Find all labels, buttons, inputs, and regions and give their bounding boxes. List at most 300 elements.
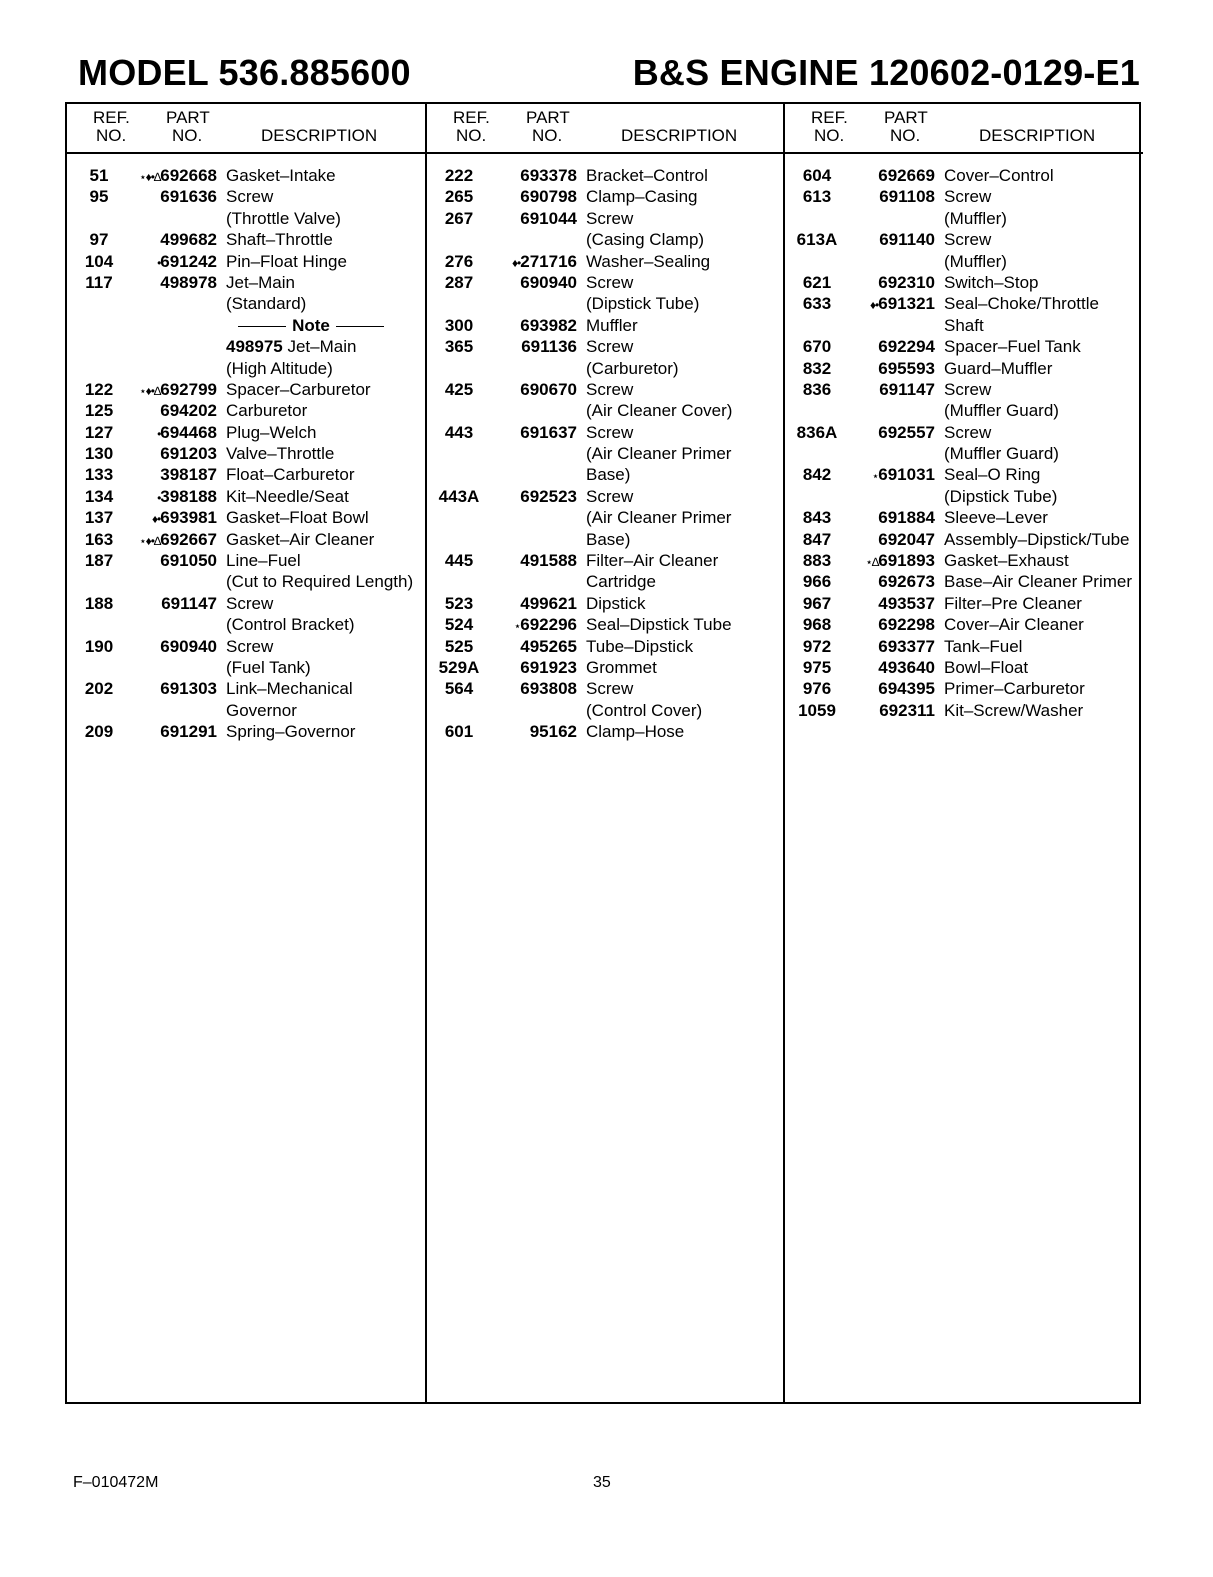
part-number-value: 271716 bbox=[520, 251, 577, 271]
part-number bbox=[520, 678, 577, 699]
table-row bbox=[427, 700, 785, 721]
part-number-value: 693981 bbox=[160, 508, 217, 528]
ref-number: 287 bbox=[444, 272, 474, 292]
ref-number: 524 bbox=[444, 615, 474, 635]
table-row bbox=[427, 422, 785, 443]
ref-number: 300 bbox=[444, 315, 474, 335]
part-number-value: 495265 bbox=[520, 636, 577, 656]
part-number-value: 692669 bbox=[878, 166, 935, 185]
table-row bbox=[67, 529, 425, 550]
table-row bbox=[427, 657, 785, 678]
table-row bbox=[785, 657, 1143, 678]
part-description: Valve–Throttle bbox=[226, 444, 335, 464]
ref-number: 133 bbox=[84, 465, 114, 485]
part-number-value: 691637 bbox=[520, 422, 577, 442]
ref-number: 276 bbox=[444, 251, 474, 271]
table-row bbox=[427, 614, 785, 635]
part-description: (Air Cleaner Primer bbox=[586, 508, 732, 528]
part-description: Screw bbox=[226, 636, 274, 656]
table-row bbox=[785, 571, 1143, 592]
ref-number: 847 bbox=[802, 529, 832, 549]
part-description: Cartridge bbox=[586, 572, 656, 592]
ref-number: 883 bbox=[802, 551, 832, 571]
ref-header-line2: NO. bbox=[96, 126, 127, 145]
ref-number: 187 bbox=[84, 551, 114, 571]
table-row bbox=[67, 614, 425, 635]
part-description: Screw bbox=[944, 187, 992, 207]
part-number bbox=[520, 186, 577, 207]
table-row bbox=[427, 272, 785, 293]
part-number bbox=[160, 636, 217, 657]
part-description: Screw bbox=[586, 679, 634, 699]
ref-number: 445 bbox=[444, 551, 474, 571]
part-description: (Dipstick Tube) bbox=[586, 294, 700, 314]
part-number bbox=[879, 700, 935, 721]
part-description: Plug–Welch bbox=[226, 422, 317, 442]
part-number-value: 692668 bbox=[160, 166, 217, 185]
part-description: (High Altitude) bbox=[226, 358, 333, 378]
table-row bbox=[67, 422, 425, 443]
part-description: Screw bbox=[226, 593, 274, 613]
table-row bbox=[427, 507, 785, 528]
part-description: (Standard) bbox=[226, 294, 307, 314]
part-header-line1: PART bbox=[166, 108, 210, 127]
alternate-part-number: 498975 bbox=[226, 337, 283, 357]
part-number bbox=[157, 251, 217, 274]
table-row bbox=[785, 550, 1143, 571]
part-number-value: 691147 bbox=[161, 593, 217, 613]
part-description: (Muffler Guard) bbox=[944, 444, 1059, 464]
column-header bbox=[427, 104, 785, 154]
table-row bbox=[67, 400, 425, 421]
part-number bbox=[865, 550, 935, 573]
part-description: Gasket–Float Bowl bbox=[226, 508, 369, 528]
part-number bbox=[160, 229, 217, 250]
part-header-line2: NO. bbox=[172, 126, 203, 145]
ref-number: 95 bbox=[89, 187, 109, 207]
ref-number: 130 bbox=[84, 444, 114, 464]
table-row bbox=[785, 336, 1143, 357]
ref-number: 523 bbox=[444, 593, 474, 613]
part-number bbox=[157, 422, 217, 445]
table-row bbox=[427, 486, 785, 507]
table-row bbox=[67, 464, 425, 485]
table-row bbox=[427, 336, 785, 357]
part-number bbox=[878, 678, 935, 699]
note-entry bbox=[226, 336, 356, 357]
ref-number: 836 bbox=[802, 379, 832, 399]
part-number-value: 493640 bbox=[878, 657, 935, 677]
part-description: Screw bbox=[944, 379, 992, 399]
availability-marks: ⋆∆ bbox=[865, 555, 879, 570]
parts-column-2 bbox=[425, 104, 785, 1402]
part-number-value: 691050 bbox=[160, 551, 217, 571]
part-description: Screw bbox=[586, 337, 634, 357]
ref-number: 209 bbox=[84, 722, 114, 742]
part-description: Primer–Carburetor bbox=[944, 679, 1085, 699]
part-number bbox=[160, 464, 217, 485]
ref-number: 832 bbox=[802, 358, 832, 378]
part-description: Gasket–Exhaust bbox=[944, 551, 1069, 571]
part-number-value: 491588 bbox=[520, 551, 577, 571]
part-number-value: 690940 bbox=[520, 272, 577, 292]
table-row bbox=[427, 315, 785, 336]
table-row bbox=[67, 636, 425, 657]
ref-number: 975 bbox=[802, 657, 832, 677]
part-description: (Muffler Guard) bbox=[944, 401, 1059, 421]
table-row bbox=[427, 251, 785, 272]
availability-marks: ⋆♦•∆ bbox=[139, 170, 161, 184]
part-description: Filter–Air Cleaner bbox=[586, 551, 719, 571]
part-description: Screw bbox=[586, 272, 634, 292]
table-row bbox=[785, 358, 1143, 379]
table-row bbox=[785, 251, 1143, 272]
table-row bbox=[427, 400, 785, 421]
alternate-part-description: Jet–Main bbox=[287, 337, 357, 357]
table-row bbox=[67, 293, 425, 314]
part-description: (Muffler) bbox=[944, 251, 1007, 271]
part-description: Screw bbox=[944, 422, 992, 442]
part-description: Screw bbox=[586, 379, 634, 399]
table-row bbox=[785, 529, 1143, 550]
part-description: Kit–Screw/Washer bbox=[944, 700, 1084, 720]
ref-number: 443A bbox=[438, 486, 480, 506]
part-number bbox=[879, 379, 935, 400]
part-number bbox=[512, 251, 577, 274]
table-row bbox=[785, 400, 1143, 421]
part-number bbox=[520, 636, 577, 657]
table-row bbox=[427, 165, 785, 186]
table-row bbox=[427, 208, 785, 229]
table-row bbox=[785, 379, 1143, 400]
part-number bbox=[878, 358, 935, 379]
part-number-value: 690940 bbox=[160, 636, 217, 656]
table-row bbox=[67, 593, 425, 614]
part-header-line2: NO. bbox=[532, 126, 563, 145]
ref-number: 202 bbox=[84, 679, 114, 699]
part-number bbox=[520, 315, 577, 336]
part-description: Cover–Air Cleaner bbox=[944, 615, 1084, 635]
table-row bbox=[785, 678, 1143, 699]
table-row bbox=[67, 721, 425, 742]
part-header-line1: PART bbox=[526, 108, 570, 127]
part-number-value: 691044 bbox=[520, 208, 577, 228]
availability-marks: ⋆ bbox=[513, 619, 521, 634]
part-number bbox=[160, 721, 217, 742]
availability-marks: ⋆♦•∆ bbox=[139, 533, 161, 548]
part-description: Float–Carburetor bbox=[226, 465, 355, 485]
ref-number: 972 bbox=[802, 636, 832, 656]
part-number-value: 692294 bbox=[878, 337, 935, 357]
ref-number: 604 bbox=[802, 166, 832, 185]
part-number-value: 692310 bbox=[878, 272, 935, 292]
table-row bbox=[427, 550, 785, 571]
ref-number: 525 bbox=[444, 636, 474, 656]
availability-marks: • bbox=[157, 426, 161, 441]
table-row bbox=[427, 571, 785, 592]
part-number bbox=[160, 678, 217, 699]
table-row bbox=[785, 464, 1143, 485]
part-number-value: 691884 bbox=[878, 508, 935, 528]
part-description: Spacer–Fuel Tank bbox=[944, 337, 1081, 357]
part-number bbox=[152, 507, 217, 530]
part-number bbox=[160, 400, 217, 421]
part-number-value: 695593 bbox=[878, 358, 935, 378]
part-number bbox=[520, 422, 577, 443]
table-row bbox=[427, 636, 785, 657]
part-number bbox=[520, 379, 577, 400]
part-number-value: 693808 bbox=[520, 679, 577, 699]
ref-number: 564 bbox=[444, 679, 474, 699]
table-row bbox=[67, 507, 425, 528]
table-row bbox=[67, 186, 425, 207]
ref-number: 188 bbox=[84, 593, 114, 613]
ref-number: 601 bbox=[444, 722, 474, 742]
part-description: Governor bbox=[226, 700, 297, 720]
part-number bbox=[139, 379, 217, 402]
part-description: Shaft–Throttle bbox=[226, 230, 333, 250]
table-row bbox=[67, 165, 425, 186]
table-row bbox=[785, 229, 1143, 250]
part-number-value: 690798 bbox=[520, 187, 577, 207]
parts-table bbox=[65, 102, 1141, 1404]
part-number bbox=[520, 550, 577, 571]
availability-marks: • bbox=[157, 255, 161, 270]
parts-rows bbox=[67, 154, 425, 743]
table-row bbox=[67, 272, 425, 293]
part-description: Seal–Dipstick Tube bbox=[586, 615, 732, 635]
part-number-value: 692047 bbox=[878, 529, 935, 549]
part-description: Carburetor bbox=[226, 401, 308, 421]
part-number bbox=[870, 293, 935, 316]
part-description: (Control Bracket) bbox=[226, 615, 355, 635]
part-description: Bowl–Float bbox=[944, 657, 1029, 677]
table-row bbox=[67, 700, 425, 721]
part-description: (Fuel Tank) bbox=[226, 657, 311, 677]
part-number-value: 690670 bbox=[520, 379, 577, 399]
table-row bbox=[785, 636, 1143, 657]
part-number-value: 691923 bbox=[520, 657, 577, 677]
table-row bbox=[427, 529, 785, 550]
part-number bbox=[160, 272, 217, 293]
ref-number: 127 bbox=[84, 422, 114, 442]
availability-marks: ♦• bbox=[869, 298, 879, 313]
table-row bbox=[67, 657, 425, 678]
part-number-value: 493537 bbox=[878, 593, 935, 613]
table-row bbox=[427, 678, 785, 699]
part-description: Spring–Governor bbox=[226, 722, 356, 742]
part-number-value: 691291 bbox=[160, 722, 217, 742]
model-title: MODEL 536.885600 bbox=[78, 52, 411, 93]
part-number bbox=[878, 336, 935, 357]
part-header-line2: NO. bbox=[890, 126, 921, 145]
table-row bbox=[427, 358, 785, 379]
part-number bbox=[139, 529, 217, 552]
part-description: (Muffler) bbox=[944, 208, 1007, 228]
part-number-value: 692799 bbox=[160, 379, 217, 399]
ref-number: 365 bbox=[444, 337, 474, 357]
part-description: Washer–Sealing bbox=[586, 251, 711, 271]
engine-title: B&S ENGINE 120602-0129-E1 bbox=[632, 52, 1140, 93]
ref-number: 968 bbox=[802, 615, 832, 635]
part-number-value: 691031 bbox=[878, 465, 935, 485]
table-row bbox=[427, 721, 785, 742]
ref-header-line2: NO. bbox=[814, 126, 845, 145]
part-description: Base–Air Cleaner Primer bbox=[944, 572, 1133, 592]
part-description: (Dipstick Tube) bbox=[944, 486, 1058, 506]
table-row bbox=[67, 336, 425, 357]
ref-number: 529A bbox=[438, 657, 480, 677]
part-number-value: 692523 bbox=[520, 486, 577, 506]
table-row bbox=[785, 272, 1143, 293]
form-code: F–010472M bbox=[73, 1474, 159, 1491]
part-description: Gasket–Intake bbox=[226, 166, 336, 185]
availability-marks: ⋆ bbox=[871, 469, 879, 484]
part-number-value: 693378 bbox=[520, 166, 577, 185]
table-row bbox=[427, 464, 785, 485]
part-number bbox=[872, 464, 935, 487]
part-description: Kit–Needle/Seat bbox=[226, 486, 349, 506]
table-row bbox=[785, 700, 1143, 721]
part-description: Tank–Fuel bbox=[944, 636, 1023, 656]
part-description: Grommet bbox=[586, 657, 657, 677]
part-number-value: 398187 bbox=[160, 465, 217, 485]
table-row bbox=[785, 614, 1143, 635]
part-number-value: 692673 bbox=[878, 572, 935, 592]
part-number-value: 498978 bbox=[160, 272, 217, 292]
part-number-value: 692557 bbox=[878, 422, 935, 442]
part-number bbox=[520, 593, 577, 614]
part-description: Clamp–Hose bbox=[586, 722, 685, 742]
part-description: Filter–Pre Cleaner bbox=[944, 593, 1082, 613]
part-description: Link–Mechanical bbox=[226, 679, 353, 699]
table-row bbox=[67, 550, 425, 571]
ref-number: 613 bbox=[802, 187, 832, 207]
part-number-value: 499621 bbox=[520, 593, 577, 613]
part-number-value: 691242 bbox=[160, 251, 217, 271]
table-row bbox=[67, 571, 425, 592]
ref-number: 843 bbox=[802, 508, 832, 528]
parts-column-3 bbox=[783, 104, 1143, 1402]
table-row bbox=[427, 229, 785, 250]
description-header: DESCRIPTION bbox=[979, 126, 1096, 145]
description-header: DESCRIPTION bbox=[261, 126, 378, 145]
part-number-value: 691321 bbox=[878, 294, 935, 314]
part-number bbox=[878, 165, 935, 186]
part-number bbox=[520, 657, 577, 678]
part-description: Bracket–Control bbox=[586, 166, 708, 185]
table-row bbox=[67, 486, 425, 507]
part-number bbox=[160, 550, 217, 571]
part-number-value: 691636 bbox=[160, 187, 217, 207]
table-row bbox=[67, 678, 425, 699]
part-description: Seal–Choke/Throttle bbox=[944, 294, 1099, 314]
description-header: DESCRIPTION bbox=[621, 126, 738, 145]
part-number-value: 692296 bbox=[520, 615, 577, 635]
part-number bbox=[878, 636, 935, 657]
part-number bbox=[157, 486, 217, 509]
table-row bbox=[67, 358, 425, 379]
table-row bbox=[785, 186, 1143, 207]
availability-marks: • bbox=[157, 490, 161, 505]
part-number bbox=[139, 165, 217, 188]
part-number-value: 691140 bbox=[879, 230, 935, 250]
table-row bbox=[67, 208, 425, 229]
table-row bbox=[67, 251, 425, 272]
ref-number: 976 bbox=[802, 679, 832, 699]
table-row bbox=[785, 486, 1143, 507]
ref-number: 443 bbox=[444, 422, 474, 442]
part-number bbox=[878, 614, 935, 635]
ref-number: 670 bbox=[802, 337, 832, 357]
part-number-value: 693982 bbox=[520, 315, 577, 335]
column-header bbox=[67, 104, 425, 154]
part-number-value: 691893 bbox=[878, 551, 935, 571]
ref-number: 425 bbox=[444, 379, 474, 399]
part-description: Switch–Stop bbox=[944, 272, 1039, 292]
ref-number: 134 bbox=[84, 486, 114, 506]
ref-number: 836A bbox=[796, 422, 838, 442]
ref-number: 51 bbox=[89, 166, 109, 185]
ref-number: 125 bbox=[84, 401, 114, 421]
part-description: Base) bbox=[586, 529, 631, 549]
part-number-value: 694468 bbox=[160, 422, 217, 442]
part-description: Spacer–Carburetor bbox=[226, 379, 371, 399]
table-row bbox=[67, 229, 425, 250]
part-description: Line–Fuel bbox=[226, 551, 301, 571]
part-number-value: 691108 bbox=[879, 187, 935, 207]
part-number bbox=[878, 529, 935, 550]
part-description: (Throttle Valve) bbox=[226, 208, 341, 228]
part-number bbox=[878, 272, 935, 293]
part-description: Dipstick bbox=[586, 593, 646, 613]
table-row bbox=[785, 443, 1143, 464]
ref-header-line1: REF. bbox=[453, 108, 490, 127]
ref-number: 267 bbox=[444, 208, 474, 228]
part-number bbox=[521, 336, 577, 357]
part-number bbox=[520, 165, 577, 186]
part-description: Screw bbox=[586, 486, 634, 506]
table-row bbox=[67, 379, 425, 400]
ref-number: 104 bbox=[84, 251, 114, 271]
ref-number: 967 bbox=[802, 593, 832, 613]
part-description: Seal–O Ring bbox=[944, 465, 1041, 485]
part-number-value: 691303 bbox=[160, 679, 217, 699]
part-description: Screw bbox=[586, 422, 634, 442]
part-description: Gasket–Air Cleaner bbox=[226, 529, 375, 549]
part-number bbox=[878, 422, 935, 443]
part-number bbox=[879, 186, 935, 207]
ref-number: 97 bbox=[89, 230, 109, 250]
part-description: (Air Cleaner Primer bbox=[586, 444, 732, 464]
table-row bbox=[427, 186, 785, 207]
ref-number: 1059 bbox=[798, 700, 836, 720]
ref-number: 137 bbox=[84, 508, 114, 528]
parts-rows bbox=[427, 154, 785, 743]
part-number bbox=[514, 614, 577, 637]
page-number: 35 bbox=[593, 1474, 611, 1491]
part-description: Tube–Dipstick bbox=[586, 636, 694, 656]
part-description: Screw bbox=[944, 230, 992, 250]
table-row bbox=[427, 379, 785, 400]
table-row bbox=[427, 443, 785, 464]
part-number bbox=[160, 443, 217, 464]
part-description: Screw bbox=[586, 208, 634, 228]
part-header-line1: PART bbox=[884, 108, 928, 127]
part-number-value: 692667 bbox=[160, 529, 217, 549]
table-row bbox=[67, 315, 425, 336]
part-number-value: 691136 bbox=[521, 337, 577, 357]
